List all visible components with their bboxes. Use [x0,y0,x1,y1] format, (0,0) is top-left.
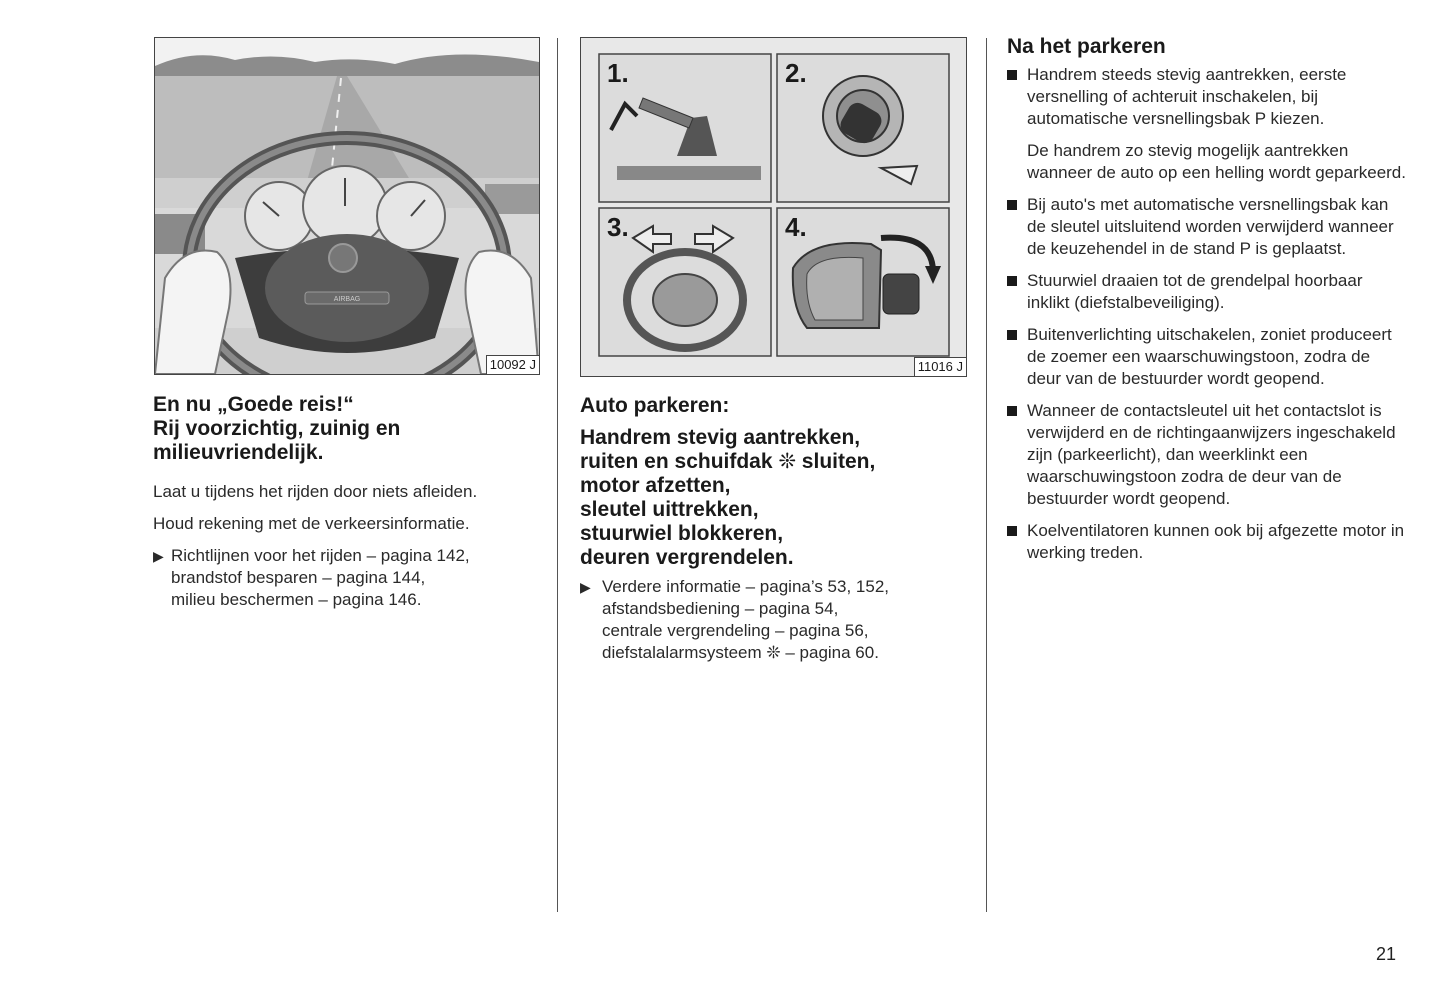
left-ref-1: Richtlijnen voor het rijden – pagina 142, [171,546,470,565]
middle-ref-4: diefstalalarmsysteem ❊ – pagina 60. [602,643,879,662]
page-number: 21 [1376,944,1397,964]
middle-title: Auto parkeren: [580,394,730,417]
bullet-square-icon [1007,276,1017,286]
bullet-square-icon [1007,200,1017,210]
bullet-text-1: Handrem steeds stevig aantrekken, eerste versnelling of achteruit inschakelen, bij automatische versnellingsbak P kiezen. [1027,65,1347,128]
airbag-text: AIRBAG [333,296,361,303]
parking-step-5: stuurwiel blokkeren, [580,522,784,545]
left-para-2: Houd rekening met de verkeersinformatie. [153,514,470,533]
parking-step-6: deuren vergrendelen. [580,546,794,569]
column-divider-right [986,38,987,912]
bullet-text-3: Stuurwiel draaien tot de grendelpal hoorbaar inklikt (diefstalbeveiliging). [1027,271,1363,312]
steering-wheel-illustration [154,37,540,375]
bullet-item [1007,324,1407,390]
parking-step-4: sleutel uittrekken, [580,498,759,521]
figure-label-left: 10092 J [486,355,539,374]
bullet-item [1007,270,1407,314]
step-label-1: 1. [607,58,629,88]
middle-ref-3: centrale vergrendeling – pagina 56, [602,621,869,640]
bullet-extra-1: De handrem zo stevig mogelijk aantrekken wanneer de auto op een helling wordt geparkeerd. [1027,141,1406,182]
right-title: Na het parkeren [1007,35,1166,58]
figure-label-middle: 11016 J [914,357,966,376]
bullet-item [1007,194,1407,260]
middle-column-text [580,394,980,664]
right-bullet-list [1007,64,1407,574]
left-para-1: Laat u tijdens het rijden door niets afleiden. [153,482,478,501]
left-ref-2: brandstof besparen – pagina 144, [171,568,426,587]
bullet-square-icon [1007,330,1017,340]
middle-ref-2: afstandsbediening – pagina 54, [602,599,839,618]
bullet-text-2: Bij auto's met automatische versnellingsbak kan de sleutel uitsluitend worden verwijderd wanneer de keuzehendel in de stand P is geplaatst. [1027,195,1394,258]
step-label-2: 2. [785,58,807,88]
step-label-4: 4. [785,212,807,242]
bullet-text-6: Koelventilatoren kunnen ook bij afgezette motor in werking treden. [1027,521,1405,562]
parking-steps-list [580,426,980,570]
bullet-item [1007,64,1407,184]
left-ref-3: milieu beschermen – pagina 146. [171,590,422,609]
bullet-item [1007,400,1407,510]
bullet-text-5: Wanneer de contactsleutel uit het contactslot is verwijderd en de richtingaanwijzers ingeschakeld zijn (parkeerlicht), dan weerklinkt een waarschuwingstoon zodra de deur van de bestuurder wordt geopend. [1027,401,1396,508]
bullet-square-icon [1007,526,1017,536]
parking-step-2: ruiten en schuifdak ❊ sluiten, [580,450,876,473]
column-divider-left [557,38,558,912]
middle-references [580,576,980,664]
bullet-text-4: Buitenverlichting uitschakelen, zoniet produceert de zoemer een waarschuwingstoon, zodra de deur van de bestuurder wordt geopend. [1027,325,1392,388]
left-heading-line-1: En nu „Goede reis!“ [153,393,354,416]
parking-steps-illustration [580,37,967,377]
arrow-right-icon: ▶ [153,548,164,564]
bullet-item [1007,520,1407,564]
step-label-3: 3. [607,212,629,242]
left-column-text [153,393,543,611]
bullet-square-icon [1007,406,1017,416]
left-heading [153,393,543,465]
middle-ref-1: Verdere informatie – pagina’s 53, 152, [602,577,889,596]
arrow-right-icon: ▶ [580,579,591,595]
parking-step-1: Handrem stevig aantrekken, [580,426,861,449]
bullet-square-icon [1007,70,1017,80]
parking-step-3: motor afzetten, [580,474,731,497]
left-references [153,545,543,611]
left-heading-line-3: milieuvriendelijk. [153,441,324,464]
left-heading-line-2: Rij voorzichtig, zuinig en [153,417,401,440]
